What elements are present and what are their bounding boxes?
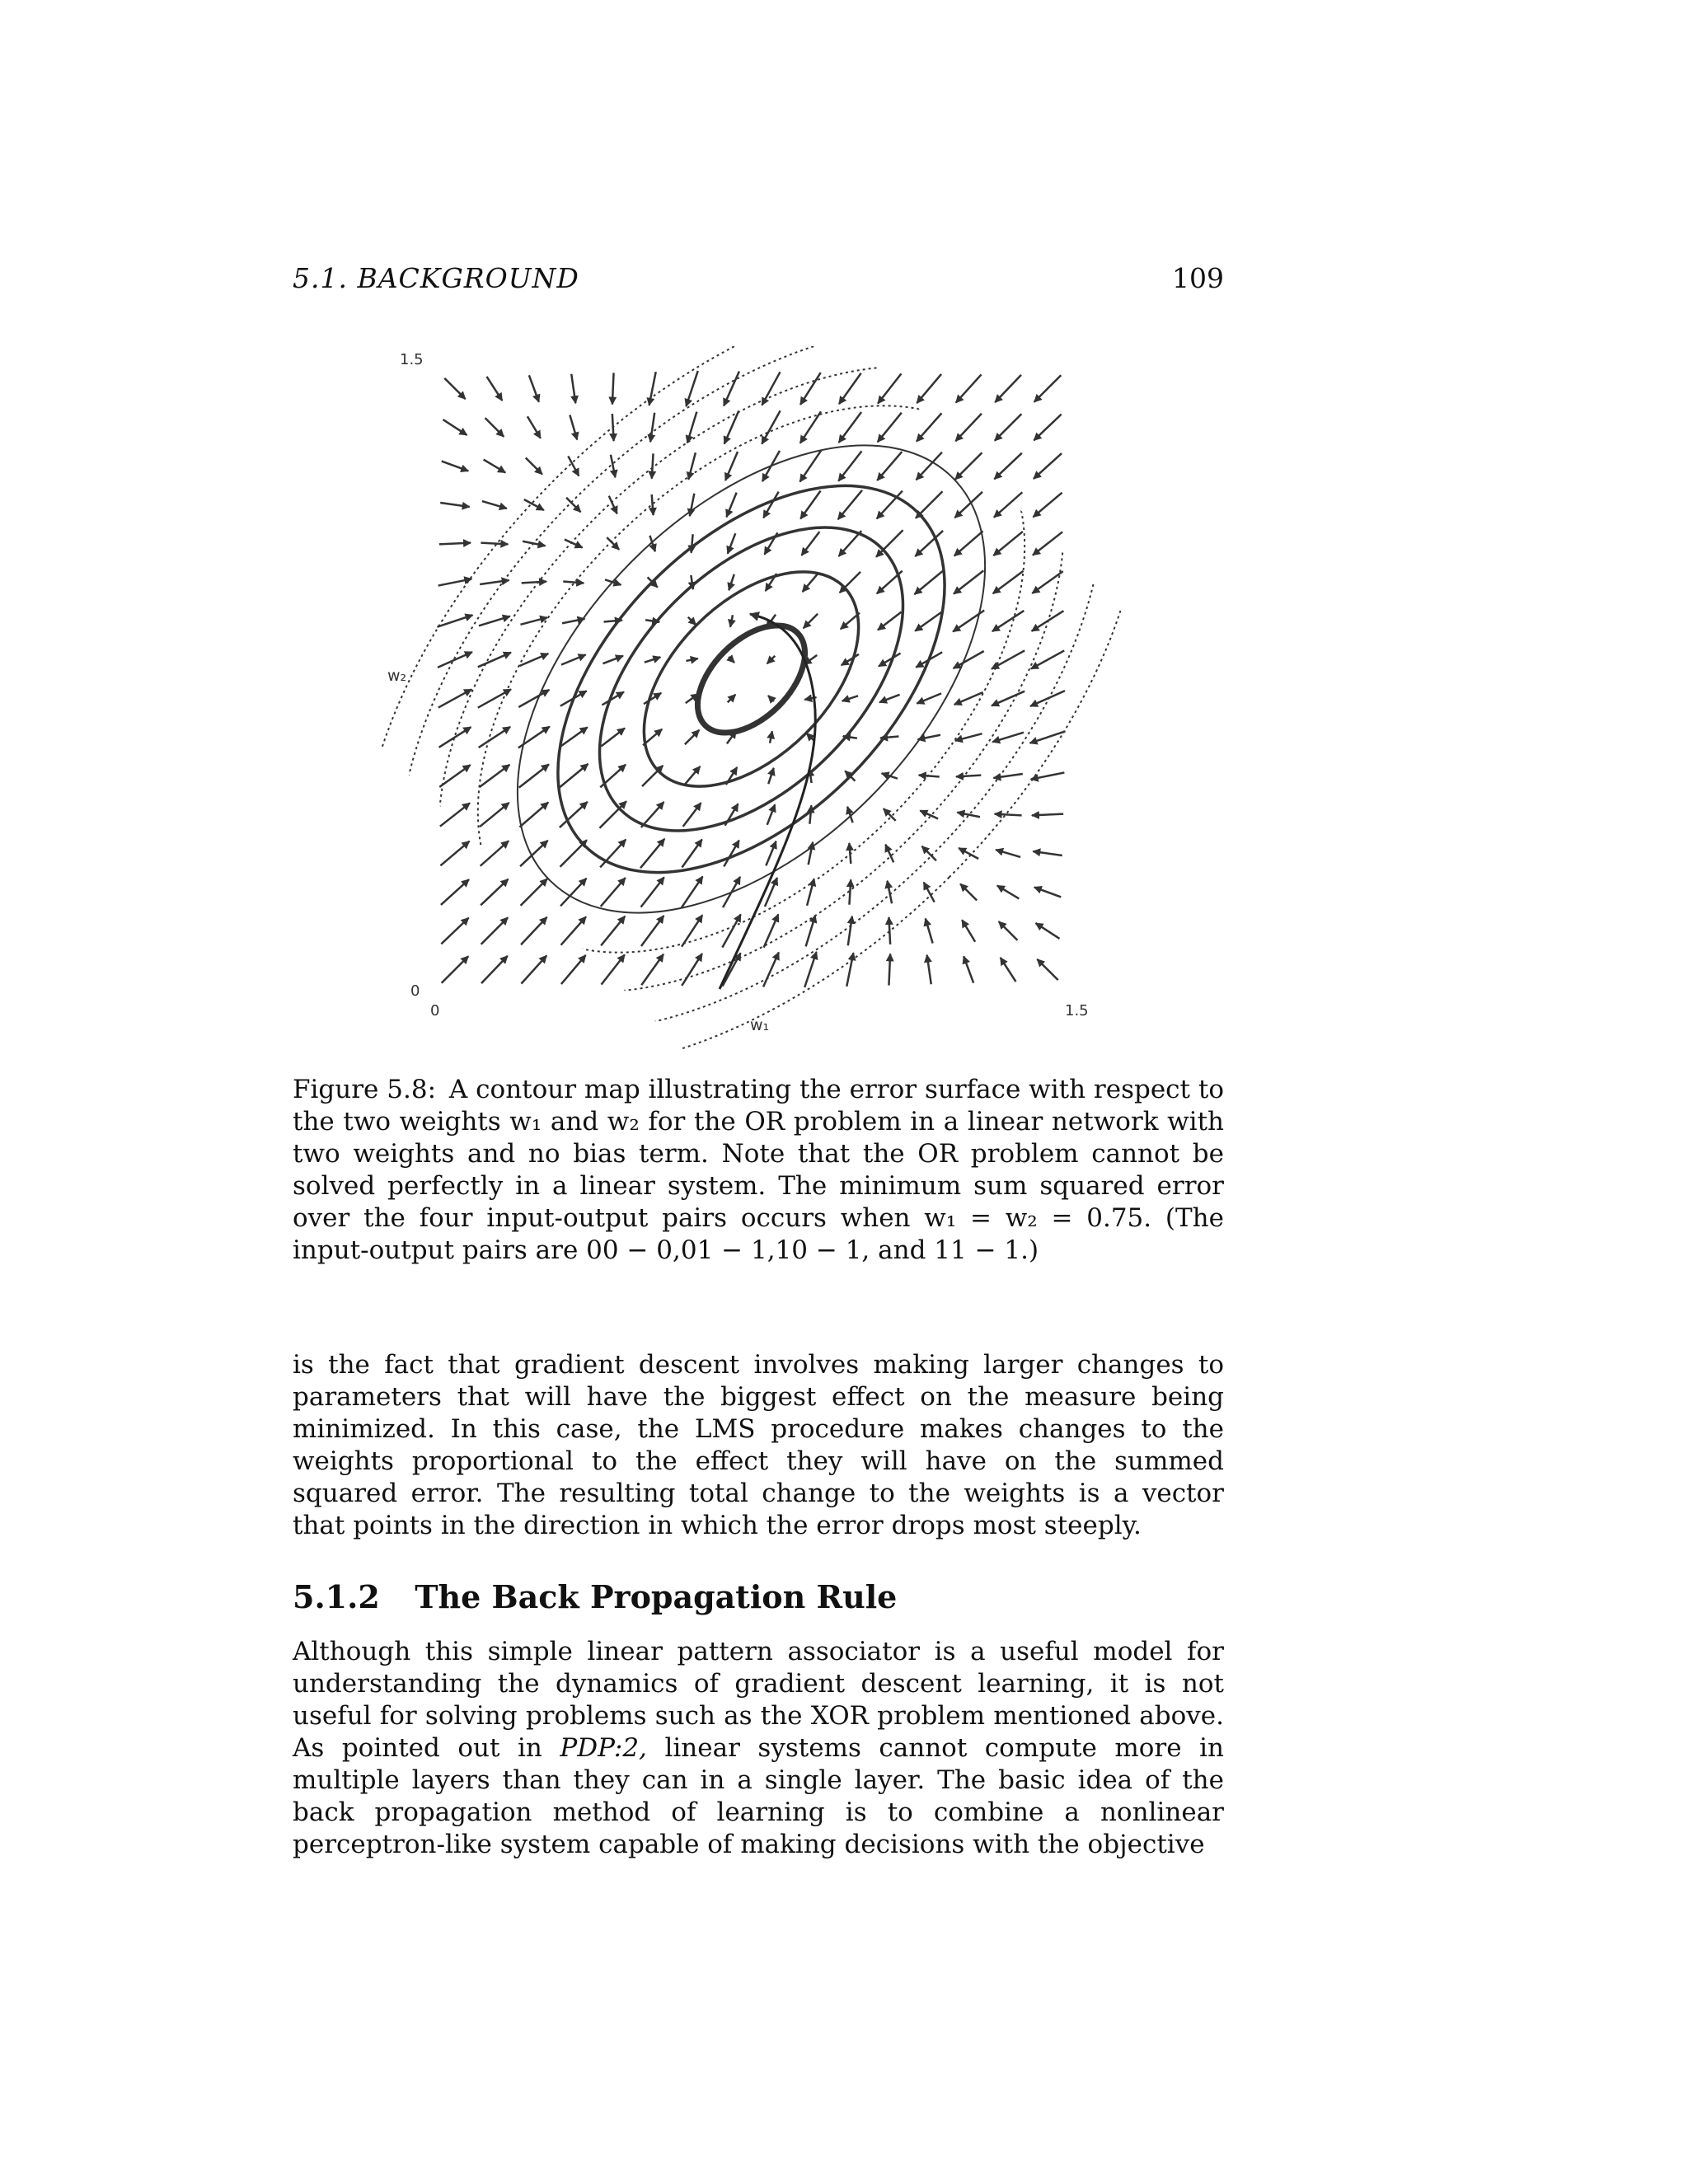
gradient-arrow	[916, 491, 943, 518]
section-title: The Back Propagation Rule	[415, 1578, 898, 1615]
gradient-arrow	[479, 616, 510, 626]
gradient-arrow	[481, 543, 508, 545]
gradient-arrow	[730, 615, 733, 626]
gradient-arrow	[917, 413, 941, 441]
gradient-arrow	[523, 541, 546, 546]
gradient-arrow	[641, 916, 663, 946]
gradient-arrow	[1001, 958, 1016, 982]
gradient-arrow	[964, 956, 973, 982]
gradient-arrow	[612, 373, 614, 404]
gradient-arrow	[729, 657, 734, 663]
gradient-arrow	[478, 689, 511, 707]
gradient-arrow	[521, 617, 548, 625]
gradient-arrow	[800, 490, 820, 518]
gradient-arrow	[885, 845, 893, 863]
gradient-arrow	[528, 416, 541, 438]
gradient-arrow	[599, 801, 626, 828]
gradient-arrow	[962, 920, 975, 942]
gradient-arrow	[994, 453, 1021, 480]
gradient-arrow	[439, 727, 471, 748]
gradient-arrow	[1036, 923, 1060, 939]
gradient-arrow	[612, 414, 614, 441]
gradient-arrow	[729, 574, 734, 590]
gradient-arrow	[611, 455, 616, 478]
x-axis-label: w₁	[750, 1016, 770, 1034]
gradient-arrow	[1032, 611, 1064, 631]
gradient-arrow	[992, 733, 1024, 743]
gradient-arrow	[641, 802, 664, 827]
gradient-arrow	[848, 916, 852, 945]
gradient-arrow	[770, 731, 772, 743]
gradient-arrow	[849, 843, 851, 864]
gradient-arrow	[954, 531, 983, 555]
gradient-arrow	[809, 842, 814, 865]
page-number: 109	[1172, 262, 1224, 294]
contour-line	[363, 346, 1121, 1055]
gradient-arrow	[442, 462, 468, 471]
gradient-arrow	[1033, 493, 1062, 518]
gradient-arrow	[804, 952, 816, 987]
gradient-arrow	[878, 373, 901, 403]
gradient-arrow	[876, 530, 903, 557]
gradient-arrow	[888, 881, 893, 904]
gradient-arrow	[480, 580, 509, 584]
gradient-arrow	[1034, 415, 1061, 441]
gradient-arrow	[519, 764, 549, 787]
gradient-arrow	[684, 766, 701, 785]
gradient-arrow	[954, 492, 982, 518]
gradient-arrow	[478, 653, 511, 668]
gradient-arrow	[725, 452, 738, 480]
gradient-arrow	[600, 765, 626, 788]
gradient-arrow	[838, 490, 862, 519]
gradient-arrow	[878, 413, 902, 443]
gradient-arrow	[601, 878, 626, 907]
y-tick-bottom: 0	[410, 982, 420, 1000]
gradient-arrow	[649, 372, 656, 405]
gradient-arrow	[603, 656, 623, 663]
gradient-arrow	[956, 374, 982, 402]
gradient-arrow	[997, 886, 1020, 899]
gradient-arrow	[919, 776, 940, 777]
gradient-arrow	[722, 914, 740, 947]
gradient-arrow	[807, 879, 814, 906]
contour-line	[678, 606, 824, 752]
gradient-arrow	[521, 917, 547, 944]
y-axis-label: w₂	[387, 667, 407, 685]
gradient-arrow	[601, 729, 625, 747]
body-paragraph-1: is the fact that gradient descent involves making larger changes to parameters that will have the biggest effect on the measure being minimized. In this case, the LMS procedure makes changes to the weights proportional to the effect they will have on the summed squared error. The resulting total change to the weights is a vector that points in the direction in which the error drops most steeply.	[293, 1350, 1224, 1540]
gradient-arrow	[841, 613, 860, 630]
x-tick-right: 1.5	[1065, 1002, 1089, 1019]
gradient-arrow	[877, 452, 902, 480]
gradient-arrow	[956, 776, 981, 777]
gradient-arrow	[685, 730, 699, 744]
gradient-arrow	[994, 492, 1022, 517]
gradient-arrow	[652, 494, 654, 515]
paragraph-2-part-2: linear systems cannot compute more in multiple layers than they can in a single layer. The basic idea of the back propagation method of learning is to combine a nonlinear perceptron-like system capable of making decisions with the objective	[293, 1733, 1225, 1859]
gradient-arrow	[601, 916, 625, 946]
gradient-arrow	[803, 573, 819, 592]
gradient-arrow	[519, 802, 548, 827]
gradient-arrow	[1037, 959, 1057, 980]
gradient-arrow	[440, 841, 469, 866]
gradient-arrow	[993, 774, 1022, 778]
gradient-arrow	[889, 917, 890, 944]
gradient-arrow	[992, 691, 1025, 706]
gradient-arrow	[521, 955, 546, 983]
gradient-arrow	[652, 453, 654, 478]
gradient-arrow	[690, 494, 695, 517]
gradient-arrow	[686, 658, 697, 661]
gradient-arrow	[954, 692, 983, 705]
gradient-arrow	[955, 452, 982, 480]
gradient-arrow	[955, 414, 982, 441]
gradient-arrow	[724, 410, 739, 443]
running-section-title: 5.1. BACKGROUND	[293, 262, 579, 294]
gradient-arrow	[842, 696, 858, 701]
gradient-arrow	[526, 457, 542, 474]
gradient-arrow	[889, 954, 890, 985]
gradient-arrow	[995, 814, 1022, 816]
gradient-arrow	[1034, 888, 1061, 898]
gradient-arrow	[879, 695, 900, 702]
x-tick-left: 0	[430, 1002, 440, 1019]
gradient-arrow	[518, 727, 550, 748]
paragraph-2-part-1: Although this simple linear pattern associator is a useful model for understanding the dynamics of gradient descent learning, it is not useful for solving problems such as the XOR problem mentioned above. As pointed out in	[293, 1637, 1224, 1763]
gradient-arrow	[1034, 453, 1062, 479]
gradient-arrow	[954, 570, 983, 593]
gradient-arrow	[640, 839, 664, 868]
gradient-arrow	[960, 883, 977, 900]
gradient-arrow	[479, 765, 509, 787]
contour-line	[431, 359, 1071, 999]
gradient-arrow	[439, 543, 471, 545]
gradient-arrow	[1034, 375, 1062, 402]
gradient-arrow	[438, 689, 471, 707]
gradient-arrow	[762, 372, 780, 405]
gradient-arrow	[992, 611, 1024, 631]
gradient-arrow	[839, 373, 861, 404]
gradient-arrow	[722, 953, 740, 986]
gradient-arrow	[914, 570, 943, 594]
gradient-arrow	[800, 373, 821, 405]
gradient-arrow	[481, 917, 509, 944]
contour-plot	[363, 346, 1121, 1055]
gradient-arrow	[443, 419, 467, 435]
gradient-arrow	[642, 766, 663, 786]
gradient-arrow	[995, 414, 1022, 441]
gradient-arrow	[688, 617, 696, 626]
figure-caption-label: Figure 5.8:	[293, 1075, 437, 1104]
gradient-arrow	[682, 915, 702, 946]
gradient-arrow	[725, 804, 738, 826]
gradient-arrow	[877, 571, 903, 594]
gradient-arrow	[571, 374, 575, 403]
pdp-reference: PDP:2,	[560, 1733, 647, 1763]
gradient-arrow	[1032, 814, 1063, 816]
gradient-arrow	[959, 848, 978, 859]
contour-line	[486, 415, 1015, 944]
gradient-arrow	[765, 878, 777, 907]
gradient-arrow	[518, 690, 549, 707]
gradient-arrow	[1030, 691, 1065, 706]
gradient-arrow	[924, 882, 935, 902]
gradient-arrow	[993, 532, 1023, 555]
contour-line	[604, 532, 898, 826]
page-header	[293, 262, 1224, 303]
gradient-arrow	[766, 841, 776, 866]
gradient-arrow	[838, 451, 861, 480]
gradient-arrow	[765, 532, 778, 555]
gradient-arrow	[560, 840, 588, 867]
gradient-arrow	[917, 374, 941, 403]
gradient-arrow	[682, 839, 701, 867]
contour-line	[363, 346, 1121, 1055]
gradient-arrow	[440, 503, 469, 507]
gradient-arrow	[484, 460, 506, 473]
gradient-arrow	[686, 371, 697, 406]
gradient-arrow	[762, 410, 780, 443]
gradient-arrow	[480, 803, 509, 827]
gradient-arrow	[992, 650, 1025, 668]
gradient-arrow	[683, 803, 701, 827]
gradient-arrow	[846, 953, 853, 987]
gradient-arrow	[444, 378, 465, 399]
gradient-arrow	[804, 614, 818, 628]
gradient-arrow	[561, 955, 586, 984]
gradient-arrow	[520, 841, 548, 866]
gradient-arrow	[440, 803, 470, 826]
gradient-arrow	[916, 652, 942, 667]
gradient-arrow	[763, 953, 779, 987]
gradient-arrow	[441, 879, 469, 905]
section-number: 5.1.2	[293, 1578, 380, 1615]
gradient-arrow	[917, 693, 941, 703]
gradient-arrow	[768, 768, 773, 784]
gradient-arrow	[479, 727, 510, 748]
gradient-arrow	[957, 813, 980, 818]
gradient-arrow	[522, 582, 546, 583]
gradient-arrow	[839, 531, 862, 556]
contour-line	[377, 346, 1121, 1053]
gradient-arrow	[521, 879, 548, 906]
gradient-arrow	[726, 493, 736, 518]
gradient-arrow	[438, 652, 472, 668]
gradient-arrow	[999, 921, 1018, 940]
gradient-arrow	[570, 415, 577, 440]
gradient-arrow	[481, 879, 508, 906]
gradient-arrow	[724, 372, 739, 406]
gradient-arrow	[561, 654, 586, 664]
gradient-arrow	[485, 418, 504, 437]
gradient-arrow	[607, 537, 619, 550]
gradient-arrow	[927, 955, 931, 984]
gradient-arrow	[561, 916, 586, 944]
gradient-arrow	[563, 582, 584, 583]
gradient-arrow	[801, 532, 819, 555]
gradient-arrow	[441, 918, 468, 944]
y-tick-top: 1.5	[400, 351, 424, 368]
gradient-arrow	[767, 804, 775, 825]
gradient-arrow	[643, 729, 662, 746]
gradient-arrow	[482, 501, 507, 509]
gradient-arrow	[878, 612, 902, 630]
plot-area	[363, 346, 1121, 1055]
gradient-arrow	[692, 534, 693, 552]
gradient-arrow	[1033, 851, 1062, 855]
gradient-arrow	[840, 572, 860, 593]
gradient-arrow	[768, 696, 774, 701]
gradient-arrow	[602, 954, 625, 984]
gradient-arrow	[849, 879, 851, 904]
gradient-arrow	[645, 657, 660, 662]
contour-line	[544, 471, 959, 887]
gradient-arrow	[728, 695, 736, 703]
gradient-arrow	[439, 765, 470, 787]
gradient-arrow	[529, 375, 539, 401]
gradient-arrow	[481, 956, 508, 983]
gradient-arrow	[762, 451, 780, 481]
gradient-arrow	[481, 841, 509, 865]
gradient-arrow	[487, 377, 503, 401]
gradient-arrow	[926, 919, 933, 944]
gradient-arrow	[682, 954, 702, 986]
gradient-arrow	[767, 656, 776, 664]
gradient-arrow	[809, 805, 811, 823]
contour-line	[363, 346, 1121, 1055]
gradient-arrow	[839, 412, 861, 443]
figure-caption-text: A contour map illustrating the error surface with respect to the two weights w₁ and w₂ for the OR problem in a linear network with two weights and no bias term. Note that the OR problem cannot be solved perfectly in a linear system. The minimum sum squared error over the four input-output pairs occurs when w₁ = w₂ = 0.75. (The input-output pairs are 00 − 0,01 − 1,10 − 1, and 11 − 1.)	[293, 1075, 1224, 1265]
gradient-arrow	[995, 375, 1021, 402]
figure-caption	[293, 1074, 1224, 1267]
gradient-arrow	[1033, 532, 1062, 555]
gradient-arrow	[641, 877, 664, 907]
section-heading	[293, 1578, 897, 1615]
gradient-arrow	[560, 691, 587, 705]
gradient-arrow	[806, 916, 816, 947]
gradient-arrow	[954, 651, 984, 668]
gradient-arrow	[641, 954, 663, 985]
gradient-arrow	[953, 611, 984, 632]
gradient-arrow	[442, 956, 469, 983]
gradient-arrow	[650, 413, 654, 442]
gradient-arrow	[559, 764, 588, 788]
gradient-arrow	[993, 571, 1024, 593]
contour-figure	[363, 346, 1121, 1055]
gradient-arrow	[728, 533, 735, 554]
body-paragraph-2	[293, 1636, 1224, 1861]
gradient-arrow	[723, 877, 740, 907]
gradient-arrow	[996, 850, 1020, 857]
